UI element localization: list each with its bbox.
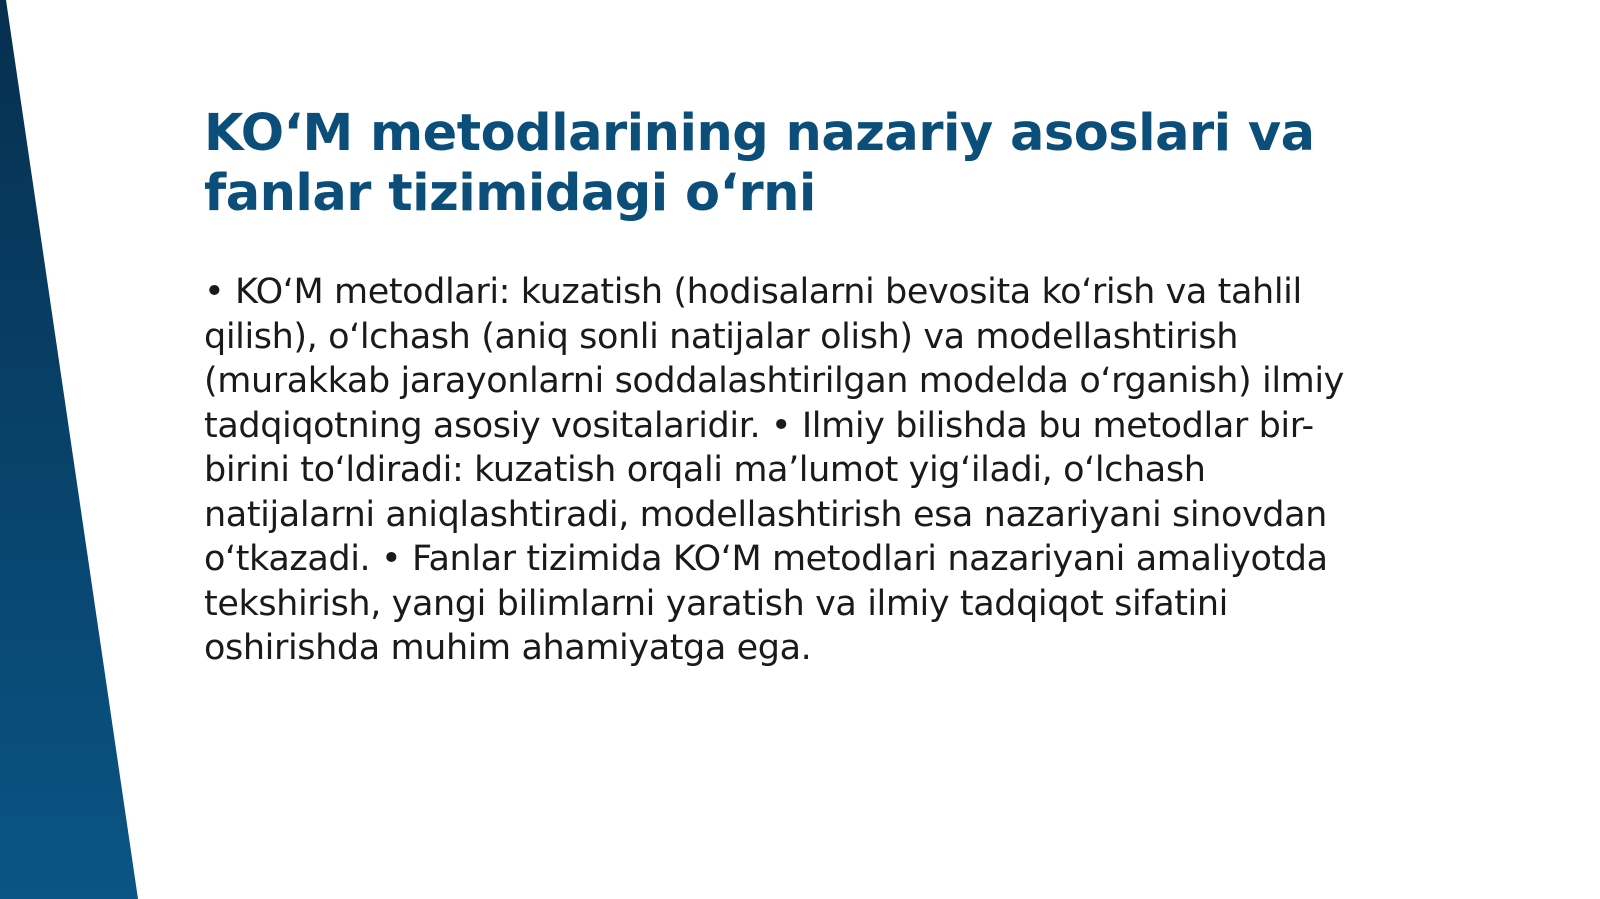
decorative-side-band <box>0 0 140 899</box>
body-line: (murakkab jarayonlarni soddalashtirilgan modelda o‘rganish) ilmiy <box>204 361 1344 401</box>
body-line: tekshirish, yangi bilimlarni yaratish va ilmiy tadqiqot sifatini <box>204 583 1228 624</box>
body-line: oshirishda muhim ahamiyatga ega. <box>204 628 812 668</box>
slide-title <box>204 104 1524 224</box>
title-line: fanlar tizimidagi o‘rni <box>204 164 816 223</box>
body-line: tadqiqotning asosiy vositalaridir. • Ilmiy bilishda bu metodlar bir- <box>204 405 1314 446</box>
body-line: birini to‘ldiradi: kuzatish orqali ma’lumot yig‘iladi, o‘lchash <box>204 450 1206 490</box>
body-line: • KO‘M metodlari: kuzatish (hodisalarni bevosita ko‘rish va tahlil <box>204 272 1302 312</box>
body-line: qilish), o‘lchash (aniq sonli natijalar olish) va modellashtirish <box>204 316 1238 357</box>
body-line: o‘tkazadi. • Fanlar tizimida KO‘M metodlari nazariyani amaliyotda <box>204 539 1328 579</box>
title-line: KO‘M metodlarining nazariy asoslari va <box>204 104 1315 163</box>
slide-body <box>204 270 1504 671</box>
body-line: natijalarni aniqlashtiradi, modellashtirish esa nazariyani sinovdan <box>204 494 1327 535</box>
